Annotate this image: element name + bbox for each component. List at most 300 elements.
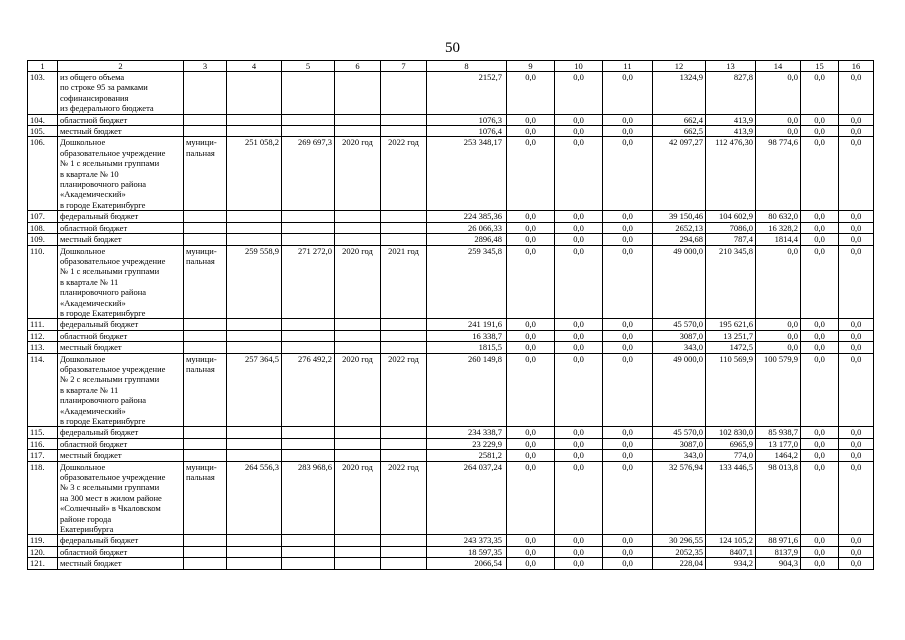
cell-c10: 0,0 [555,211,603,222]
cell-c16: 0,0 [839,319,874,330]
cell-c8: 2066,54 [427,558,507,569]
cell-c6 [335,72,381,115]
cell-c8: 1076,4 [427,126,507,137]
cell-c5: 276 492,2 [282,353,335,427]
cell-c12: 662,5 [653,126,706,137]
cell-c8: 16 338,7 [427,330,507,341]
cell-c11: 0,0 [603,558,653,569]
cell-c1: 111. [28,319,58,330]
cell-c15: 0,0 [801,114,839,125]
cell-c13: 7086,0 [706,222,756,233]
cell-c4 [227,438,282,449]
cell-c7 [381,126,427,137]
cell-c12: 2052,35 [653,546,706,557]
cell-c1: 110. [28,245,58,319]
cell-c14: 98 774,6 [756,137,801,211]
cell-c16: 0,0 [839,330,874,341]
cell-c5 [282,427,335,438]
cell-c14: 80 632,0 [756,211,801,222]
cell-c14: 98 013,8 [756,461,801,535]
column-header-13: 13 [706,61,756,72]
cell-c11: 0,0 [603,211,653,222]
cell-c9: 0,0 [507,546,555,557]
cell-c2: областной бюджет [58,438,184,449]
cell-c8: 243 373,35 [427,535,507,546]
cell-c15: 0,0 [801,126,839,137]
cell-c9: 0,0 [507,114,555,125]
cell-c16: 0,0 [839,535,874,546]
cell-c1: 117. [28,450,58,461]
column-header-3: 3 [184,61,227,72]
cell-c11: 0,0 [603,319,653,330]
cell-c12: 3087,0 [653,438,706,449]
cell-c15: 0,0 [801,438,839,449]
budget-table [27,60,874,570]
cell-c15: 0,0 [801,461,839,535]
cell-c3 [184,319,227,330]
cell-c6 [335,427,381,438]
cell-c10: 0,0 [555,342,603,353]
column-header-11: 11 [603,61,653,72]
table-row [28,450,874,461]
cell-c11: 0,0 [603,126,653,137]
cell-c15: 0,0 [801,353,839,427]
table-row [28,222,874,233]
cell-c13: 124 105,2 [706,535,756,546]
cell-c1: 108. [28,222,58,233]
cell-c13: 774,0 [706,450,756,461]
cell-c2: местный бюджет [58,450,184,461]
cell-c10: 0,0 [555,461,603,535]
cell-c5 [282,330,335,341]
cell-c7 [381,450,427,461]
cell-c14: 0,0 [756,342,801,353]
cell-c14: 16 328,2 [756,222,801,233]
cell-c7 [381,319,427,330]
cell-c11: 0,0 [603,245,653,319]
column-header-12: 12 [653,61,706,72]
cell-c4 [227,330,282,341]
cell-c3 [184,438,227,449]
cell-c4 [227,319,282,330]
cell-c15: 0,0 [801,245,839,319]
cell-c4 [227,234,282,245]
cell-c5 [282,222,335,233]
column-header-8: 8 [427,61,507,72]
cell-c6 [335,114,381,125]
cell-c2: Дошкольное образовательное учреждение № 1 с ясельными группами в квартале № 11 планировочного района «Академический» в городе Екатеринбурге [58,245,184,319]
cell-c11: 0,0 [603,137,653,211]
cell-c6 [335,330,381,341]
cell-c7 [381,535,427,546]
cell-c13: 413,9 [706,114,756,125]
cell-c15: 0,0 [801,330,839,341]
cell-c9: 0,0 [507,438,555,449]
cell-c1: 114. [28,353,58,427]
cell-c6 [335,438,381,449]
cell-c6 [335,234,381,245]
cell-c6: 2020 год [335,245,381,319]
cell-c7 [381,211,427,222]
cell-c3 [184,558,227,569]
table-row [28,546,874,557]
cell-c9: 0,0 [507,245,555,319]
cell-c13: 8407,1 [706,546,756,557]
cell-c15: 0,0 [801,222,839,233]
cell-c4 [227,211,282,222]
table-row [28,72,874,115]
cell-c15: 0,0 [801,211,839,222]
column-header-14: 14 [756,61,801,72]
cell-c8: 2896,48 [427,234,507,245]
cell-c7: 2022 год [381,461,427,535]
cell-c6: 2020 год [335,353,381,427]
cell-c1: 113. [28,342,58,353]
cell-c3 [184,234,227,245]
cell-c10: 0,0 [555,558,603,569]
cell-c14: 0,0 [756,330,801,341]
cell-c16: 0,0 [839,450,874,461]
cell-c16: 0,0 [839,342,874,353]
cell-c3: муници- пальная [184,245,227,319]
cell-c1: 107. [28,211,58,222]
column-header-1: 1 [28,61,58,72]
column-header-5: 5 [282,61,335,72]
cell-c4 [227,342,282,353]
cell-c7 [381,330,427,341]
cell-c14: 0,0 [756,245,801,319]
cell-c12: 45 570,0 [653,319,706,330]
cell-c6 [335,211,381,222]
cell-c12: 45 570,0 [653,427,706,438]
cell-c3 [184,126,227,137]
cell-c5 [282,558,335,569]
cell-c5 [282,342,335,353]
cell-c13: 110 569,9 [706,353,756,427]
cell-c8: 260 149,8 [427,353,507,427]
cell-c12: 662,4 [653,114,706,125]
cell-c10: 0,0 [555,126,603,137]
cell-c12: 2652,13 [653,222,706,233]
cell-c14: 0,0 [756,114,801,125]
cell-c9: 0,0 [507,137,555,211]
cell-c16: 0,0 [839,137,874,211]
table-body [28,72,874,570]
cell-c9: 0,0 [507,535,555,546]
cell-c9: 0,0 [507,222,555,233]
cell-c11: 0,0 [603,461,653,535]
cell-c4: 251 058,2 [227,137,282,211]
cell-c11: 0,0 [603,222,653,233]
cell-c12: 343,0 [653,342,706,353]
page-number: 50 [445,40,460,56]
cell-c2: местный бюджет [58,558,184,569]
cell-c10: 0,0 [555,222,603,233]
cell-c10: 0,0 [555,546,603,557]
cell-c11: 0,0 [603,535,653,546]
cell-c9: 0,0 [507,72,555,115]
cell-c5 [282,234,335,245]
cell-c7 [381,438,427,449]
cell-c2: областной бюджет [58,546,184,557]
cell-c12: 39 150,46 [653,211,706,222]
table-row [28,353,874,427]
cell-c2: Дошкольное образовательное учреждение № 2 с ясельными группами в квартале № 11 планировочного района «Академический» в городе Екатеринбурге [58,353,184,427]
cell-c3 [184,330,227,341]
cell-c3 [184,222,227,233]
cell-c14: 8137,9 [756,546,801,557]
cell-c7: 2022 год [381,137,427,211]
cell-c2: федеральный бюджет [58,427,184,438]
cell-c4 [227,427,282,438]
cell-c4: 257 364,5 [227,353,282,427]
cell-c6 [335,558,381,569]
cell-c10: 0,0 [555,114,603,125]
cell-c4: 264 556,3 [227,461,282,535]
cell-c12: 42 097,27 [653,137,706,211]
cell-c16: 0,0 [839,558,874,569]
cell-c1: 120. [28,546,58,557]
cell-c14: 0,0 [756,72,801,115]
cell-c5: 283 968,6 [282,461,335,535]
cell-c16: 0,0 [839,72,874,115]
cell-c6 [335,126,381,137]
cell-c3 [184,72,227,115]
cell-c3 [184,546,227,557]
table-row [28,114,874,125]
cell-c4: 259 558,9 [227,245,282,319]
cell-c16: 0,0 [839,427,874,438]
cell-c4 [227,535,282,546]
table-row [28,126,874,137]
cell-c13: 6965,9 [706,438,756,449]
cell-c15: 0,0 [801,427,839,438]
cell-c6 [335,546,381,557]
cell-c1: 118. [28,461,58,535]
cell-c13: 13 251,7 [706,330,756,341]
column-header-4: 4 [227,61,282,72]
cell-c7 [381,546,427,557]
table-row [28,558,874,569]
cell-c12: 30 296,55 [653,535,706,546]
cell-c9: 0,0 [507,461,555,535]
cell-c7: 2022 год [381,353,427,427]
cell-c16: 0,0 [839,211,874,222]
cell-c4 [227,558,282,569]
cell-c10: 0,0 [555,535,603,546]
cell-c1: 121. [28,558,58,569]
cell-c12: 343,0 [653,450,706,461]
cell-c11: 0,0 [603,330,653,341]
cell-c6 [335,319,381,330]
cell-c13: 112 476,30 [706,137,756,211]
cell-c1: 106. [28,137,58,211]
cell-c15: 0,0 [801,535,839,546]
cell-c8: 224 385,36 [427,211,507,222]
cell-c2: областной бюджет [58,222,184,233]
cell-c10: 0,0 [555,234,603,245]
table-row [28,438,874,449]
cell-c8: 259 345,8 [427,245,507,319]
column-header-9: 9 [507,61,555,72]
cell-c1: 103. [28,72,58,115]
cell-c9: 0,0 [507,330,555,341]
cell-c6 [335,342,381,353]
table-row [28,211,874,222]
cell-c9: 0,0 [507,427,555,438]
cell-c15: 0,0 [801,72,839,115]
cell-c6: 2020 год [335,461,381,535]
table-row [28,319,874,330]
cell-c13: 1472,5 [706,342,756,353]
cell-c14: 85 938,7 [756,427,801,438]
cell-c8: 2152,7 [427,72,507,115]
cell-c1: 109. [28,234,58,245]
table-row [28,137,874,211]
cell-c3: муници- пальная [184,353,227,427]
cell-c15: 0,0 [801,546,839,557]
cell-c2: из общего объема по строке 95 за рамками софинансирования из федерального бюджета [58,72,184,115]
cell-c13: 195 621,6 [706,319,756,330]
cell-c13: 210 345,8 [706,245,756,319]
cell-c9: 0,0 [507,211,555,222]
cell-c15: 0,0 [801,319,839,330]
cell-c2: местный бюджет [58,126,184,137]
cell-c16: 0,0 [839,245,874,319]
cell-c15: 0,0 [801,234,839,245]
cell-c5 [282,211,335,222]
cell-c1: 116. [28,438,58,449]
cell-c8: 241 191,6 [427,319,507,330]
cell-c8: 2581,2 [427,450,507,461]
cell-c12: 49 000,0 [653,353,706,427]
cell-c5 [282,126,335,137]
cell-c6 [335,222,381,233]
cell-c3 [184,114,227,125]
cell-c1: 104. [28,114,58,125]
cell-c5 [282,450,335,461]
cell-c12: 294,68 [653,234,706,245]
cell-c13: 133 446,5 [706,461,756,535]
cell-c14: 1464,2 [756,450,801,461]
cell-c11: 0,0 [603,342,653,353]
cell-c10: 0,0 [555,137,603,211]
cell-c13: 827,8 [706,72,756,115]
cell-c11: 0,0 [603,546,653,557]
cell-c16: 0,0 [839,461,874,535]
table-row [28,535,874,546]
cell-c16: 0,0 [839,114,874,125]
column-header-15: 15 [801,61,839,72]
cell-c3 [184,535,227,546]
cell-c10: 0,0 [555,353,603,427]
cell-c14: 100 579,9 [756,353,801,427]
cell-c15: 0,0 [801,450,839,461]
cell-c12: 3087,0 [653,330,706,341]
cell-c16: 0,0 [839,546,874,557]
cell-c3 [184,427,227,438]
cell-c10: 0,0 [555,450,603,461]
cell-c13: 413,9 [706,126,756,137]
cell-c11: 0,0 [603,438,653,449]
cell-c2: местный бюджет [58,342,184,353]
cell-c5 [282,114,335,125]
cell-c10: 0,0 [555,72,603,115]
column-header-10: 10 [555,61,603,72]
cell-c7 [381,342,427,353]
cell-c8: 26 066,33 [427,222,507,233]
cell-c8: 1076,3 [427,114,507,125]
cell-c13: 787,4 [706,234,756,245]
cell-c7 [381,558,427,569]
table-row [28,330,874,341]
cell-c14: 904,3 [756,558,801,569]
cell-c4 [227,546,282,557]
cell-c1: 119. [28,535,58,546]
column-header-16: 16 [839,61,874,72]
cell-c10: 0,0 [555,330,603,341]
cell-c16: 0,0 [839,353,874,427]
cell-c11: 0,0 [603,234,653,245]
cell-c5 [282,546,335,557]
cell-c5: 269 697,3 [282,137,335,211]
cell-c4 [227,114,282,125]
cell-c6 [335,450,381,461]
cell-c12: 228,04 [653,558,706,569]
cell-c7 [381,222,427,233]
cell-c1: 105. [28,126,58,137]
cell-c15: 0,0 [801,137,839,211]
cell-c9: 0,0 [507,353,555,427]
cell-c5: 271 272,0 [282,245,335,319]
cell-c7 [381,427,427,438]
cell-c14: 0,0 [756,319,801,330]
cell-c12: 32 576,94 [653,461,706,535]
cell-c5 [282,535,335,546]
cell-c2: Дошкольное образовательное учреждение № 1 с ясельными группами в квартале № 10 планировочного района «Академический» в городе Екатеринбурге [58,137,184,211]
cell-c7 [381,72,427,115]
cell-c10: 0,0 [555,245,603,319]
cell-c13: 104 602,9 [706,211,756,222]
cell-c14: 88 971,6 [756,535,801,546]
cell-c8: 23 229,9 [427,438,507,449]
table-row [28,427,874,438]
cell-c11: 0,0 [603,72,653,115]
cell-c9: 0,0 [507,558,555,569]
cell-c15: 0,0 [801,558,839,569]
cell-c6: 2020 год [335,137,381,211]
cell-c3 [184,211,227,222]
cell-c14: 0,0 [756,126,801,137]
cell-c2: местный бюджет [58,234,184,245]
cell-c16: 0,0 [839,126,874,137]
cell-c3 [184,450,227,461]
cell-c14: 13 177,0 [756,438,801,449]
cell-c3: муници- пальная [184,137,227,211]
cell-c10: 0,0 [555,319,603,330]
cell-c1: 112. [28,330,58,341]
cell-c2: областной бюджет [58,330,184,341]
cell-c1: 115. [28,427,58,438]
cell-c5 [282,72,335,115]
cell-c4 [227,72,282,115]
cell-c12: 1324,9 [653,72,706,115]
cell-c8: 264 037,24 [427,461,507,535]
column-number-header-row [28,61,874,72]
cell-c9: 0,0 [507,126,555,137]
cell-c16: 0,0 [839,438,874,449]
cell-c8: 18 597,35 [427,546,507,557]
